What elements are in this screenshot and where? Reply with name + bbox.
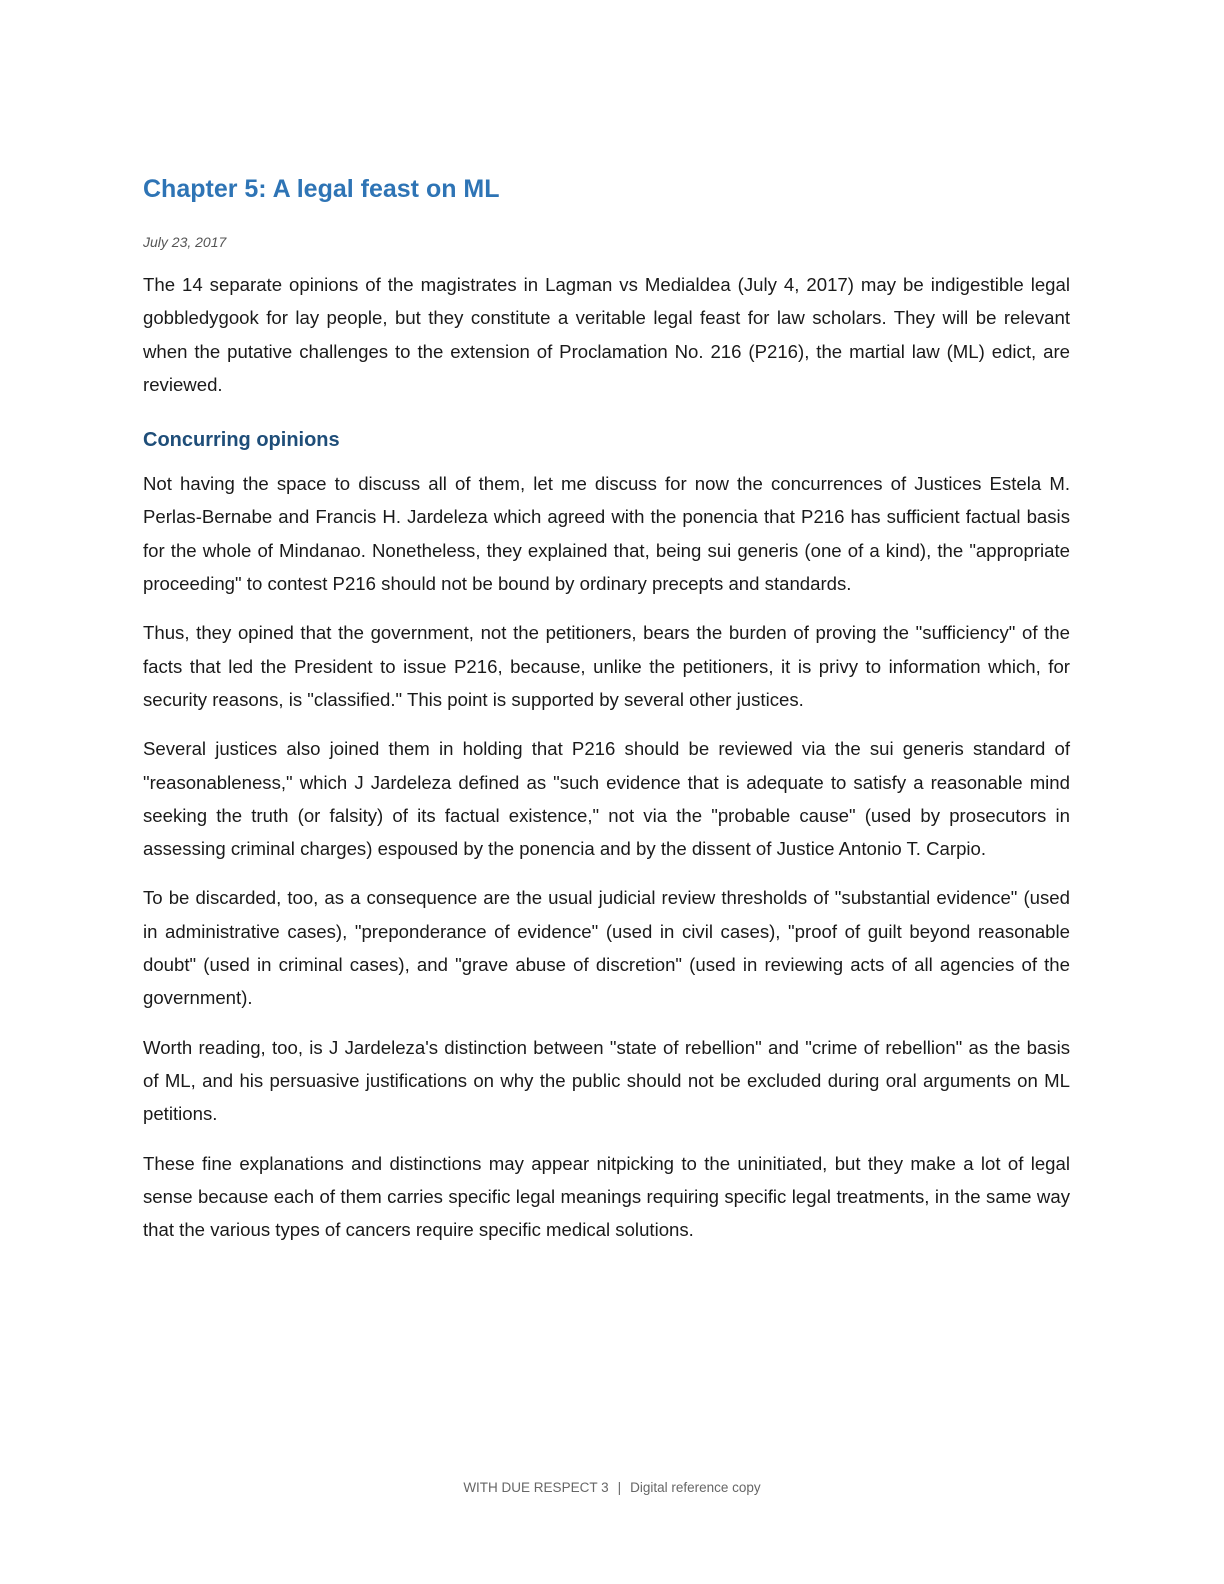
- section-heading: Concurring opinions: [143, 429, 340, 452]
- body-paragraph: Several justices also joined them in holding that P216 should be reviewed via the sui generis standard of "reasonableness," which J Jardeleza defined as "such evidence that is adequate to satisfy a reasonable mind seeking the truth (or falsity) of its factual existence," not via the "probable cause" (used by prosecutors in assessing criminal charges) espoused by the ponencia and by the dissent of Justice Antonio T. Carpio.: [143, 738, 1070, 860]
- body-paragraph: These fine explanations and distinctions may appear nitpicking to the uninitiated, but they make a lot of legal sense because each of them carries specific legal meanings requiring specific legal treatments, in the same way that the various types of cancers require specific medical solutions.: [143, 1152, 1070, 1241]
- body-paragraph: To be discarded, too, as a consequence are the usual judicial review thresholds of "substantial evidence" (used in administrative cases), "preponderance of evidence" (used in civil cases), "proof of guilt beyond reasonable doubt" (used in criminal cases), and "grave abuse of discretion" (used in reviewing acts of all agencies of the government).: [143, 887, 1070, 1009]
- body-paragraph: Not having the space to discuss all of them, let me discuss for now the concurrences of Justices Estela M. Perlas-Bernabe and Francis H. Jardeleza which agreed with the ponencia that P216 has sufficient factual basis for the whole of Mindanao. Nonetheless, they explained that, being sui generis (one of a kind), the "appropriate proceeding" to contest P216 should not be bound by ordinary precepts and standards.: [143, 473, 1070, 595]
- chapter-date: July 23, 2017: [143, 234, 227, 250]
- footer-book-title: WITH DUE RESPECT 3: [463, 1480, 609, 1495]
- footer-separator: |: [617, 1480, 622, 1495]
- footer-copy-label: Digital reference copy: [630, 1480, 761, 1495]
- chapter-title: Chapter 5: A legal feast on ML: [143, 175, 500, 203]
- document-page: [143, 168, 1070, 1246]
- page-footer: [0, 1478, 1224, 1498]
- intro-paragraph: The 14 separate opinions of the magistrates in Lagman vs Medialdea (July 4, 2017) may be indigestible legal gobbledygook for lay people, but they constitute a veritable legal feast for law scholars. They will be relevant when the putative challenges to the extension of Proclamation No. 216 (P216), the martial law (ML) edict, are reviewed.: [143, 274, 1070, 395]
- body-paragraph: Thus, they opined that the government, not the petitioners, bears the burden of proving the "sufficiency" of the facts that led the President to issue P216, because, unlike the petitioners, it is privy to information which, for security reasons, is "classified." This point is supported by several other justices.: [143, 622, 1070, 710]
- body-paragraph: Worth reading, too, is J Jardeleza's distinction between "state of rebellion" and "crime of rebellion" as the basis of ML, and his persuasive justifications on why the public should not be excluded during oral arguments on ML petitions.: [143, 1036, 1070, 1125]
